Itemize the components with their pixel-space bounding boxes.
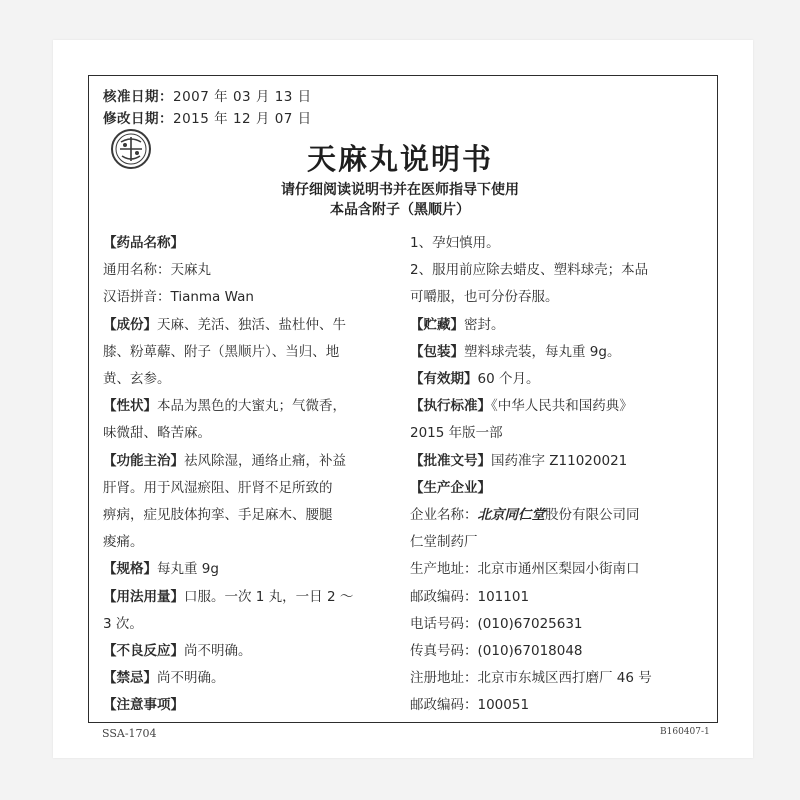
indications-line-3: 痹病，症见肢体拘挛、手足麻木、腰腿	[103, 507, 333, 524]
company-line-1	[410, 502, 700, 529]
postal-code-2: 邮政编码：100051	[410, 697, 530, 714]
characteristics-text-1: 本品为黑色的大蜜丸；气微香，	[157, 398, 346, 415]
document-title: 天麻丸说明书	[306, 142, 493, 176]
adverse-reactions-label: 【不良反应】	[103, 643, 184, 660]
standard-label: 【执行标准】	[410, 398, 491, 415]
ingredients-label: 【成份】	[103, 316, 157, 333]
indications-text-1: 祛风除湿，通络止痛，补益	[184, 452, 346, 469]
adverse-reactions-value: 尚不明确。	[184, 643, 252, 660]
storage-line	[410, 312, 700, 339]
adverse-reactions-line	[103, 638, 393, 665]
pinyin-name: 汉语拼音：Tianma Wan	[103, 289, 254, 306]
package-line	[410, 339, 700, 366]
manufacturer-heading: 【生产企业】	[410, 479, 491, 496]
package-label: 【包装】	[410, 343, 464, 360]
company-label: 企业名称：	[410, 507, 478, 524]
footer-code-left: SSA-1704	[102, 727, 157, 740]
usage-label: 【用法用量】	[103, 588, 184, 605]
company-name-rest: 股份有限公司同	[545, 507, 640, 524]
characteristics-label: 【性状】	[103, 398, 157, 415]
precaution-1: 1、孕妇慎用。	[410, 235, 500, 251]
storage-value: 密封。	[464, 316, 505, 333]
fax: 传真号码：(010)67018048	[410, 643, 583, 660]
revision-date-value: 2015 年 12 月 07 日	[173, 111, 312, 127]
approval-date	[103, 85, 312, 105]
indications-line-1	[103, 448, 393, 475]
company-line-2: 仁堂制药厂	[410, 534, 478, 551]
ingredients-text-1: 天麻、羌活、独活、盐杜仲、牛	[157, 316, 346, 333]
precaution-2-line-2: 可嚼服，也可分份吞服。	[410, 289, 559, 306]
indications-line-4: 痠痛。	[103, 534, 144, 551]
specification-value: 每丸重 9g	[157, 561, 219, 578]
ingredients-line-3: 黄、玄参。	[103, 371, 171, 388]
registered-address: 注册地址：北京市东城区西打磨厂 46 号	[410, 670, 652, 687]
postal-code-1: 邮政编码：101101	[410, 588, 530, 605]
drug-name-heading: 【药品名称】	[103, 235, 184, 251]
production-address: 生产地址：北京市通州区梨园小街南口	[410, 561, 640, 578]
characteristics-line-2: 味微甜、略苦麻。	[103, 425, 211, 442]
indications-line-2: 肝肾。用于风湿瘀阻、肝肾不足所致的	[103, 479, 333, 496]
revision-date	[103, 107, 312, 127]
usage-text-1: 口服。一次 1 丸，一日 2 ～	[184, 588, 354, 605]
storage-label: 【贮藏】	[410, 316, 464, 333]
precautions-heading: 【注意事项】	[103, 697, 184, 714]
contraindications-line	[103, 665, 393, 692]
generic-name: 通用名称：天麻丸	[103, 262, 211, 279]
usage-line-2: 3 次。	[103, 615, 143, 632]
standard-line-1	[410, 393, 700, 420]
ingredients-line-2: 膝、粉萆薢、附子（黑顺片）、当归、地	[103, 343, 340, 360]
usage-line-1	[103, 584, 393, 611]
approval-number-label: 【批准文号】	[410, 452, 491, 469]
contraindications-value: 尚不明确。	[157, 670, 225, 687]
validity-line	[410, 366, 700, 393]
package-value: 塑料球壳装，每丸重 9g。	[464, 343, 621, 360]
revision-date-label: 修改日期：	[103, 111, 173, 127]
company-name-script: 北京同仁堂	[477, 507, 545, 524]
usage-notice: 请仔细阅读说明书并在医师指导下使用	[281, 182, 519, 198]
telephone: 电话号码：(010)67025631	[410, 615, 583, 632]
footer-code-right: B160407-1	[660, 727, 710, 737]
ingredients-line-1	[103, 312, 393, 339]
standard-line-2: 2015 年版一部	[410, 425, 503, 442]
approval-number-value: 国药准字 Z11020021	[491, 452, 628, 469]
approval-number-line	[410, 448, 700, 475]
approval-date-label: 核准日期：	[103, 89, 173, 105]
specification-line	[103, 556, 393, 583]
characteristics-line-1	[103, 393, 393, 420]
contains-notice: 本品含附子（黑顺片）	[330, 202, 470, 218]
validity-label: 【有效期】	[410, 371, 478, 388]
validity-value: 60 个月。	[477, 371, 540, 388]
precaution-2-line-1: 2、服用前应除去蜡皮、塑料球壳；本品	[410, 262, 649, 279]
indications-label: 【功能主治】	[103, 452, 184, 469]
standard-value: 《中华人民共和国药典》	[491, 398, 633, 415]
left-column	[103, 230, 393, 720]
approval-date-value: 2007 年 03 月 13 日	[173, 89, 312, 105]
contraindications-label: 【禁忌】	[103, 670, 157, 687]
right-column	[410, 230, 700, 720]
specification-label: 【规格】	[103, 561, 157, 578]
